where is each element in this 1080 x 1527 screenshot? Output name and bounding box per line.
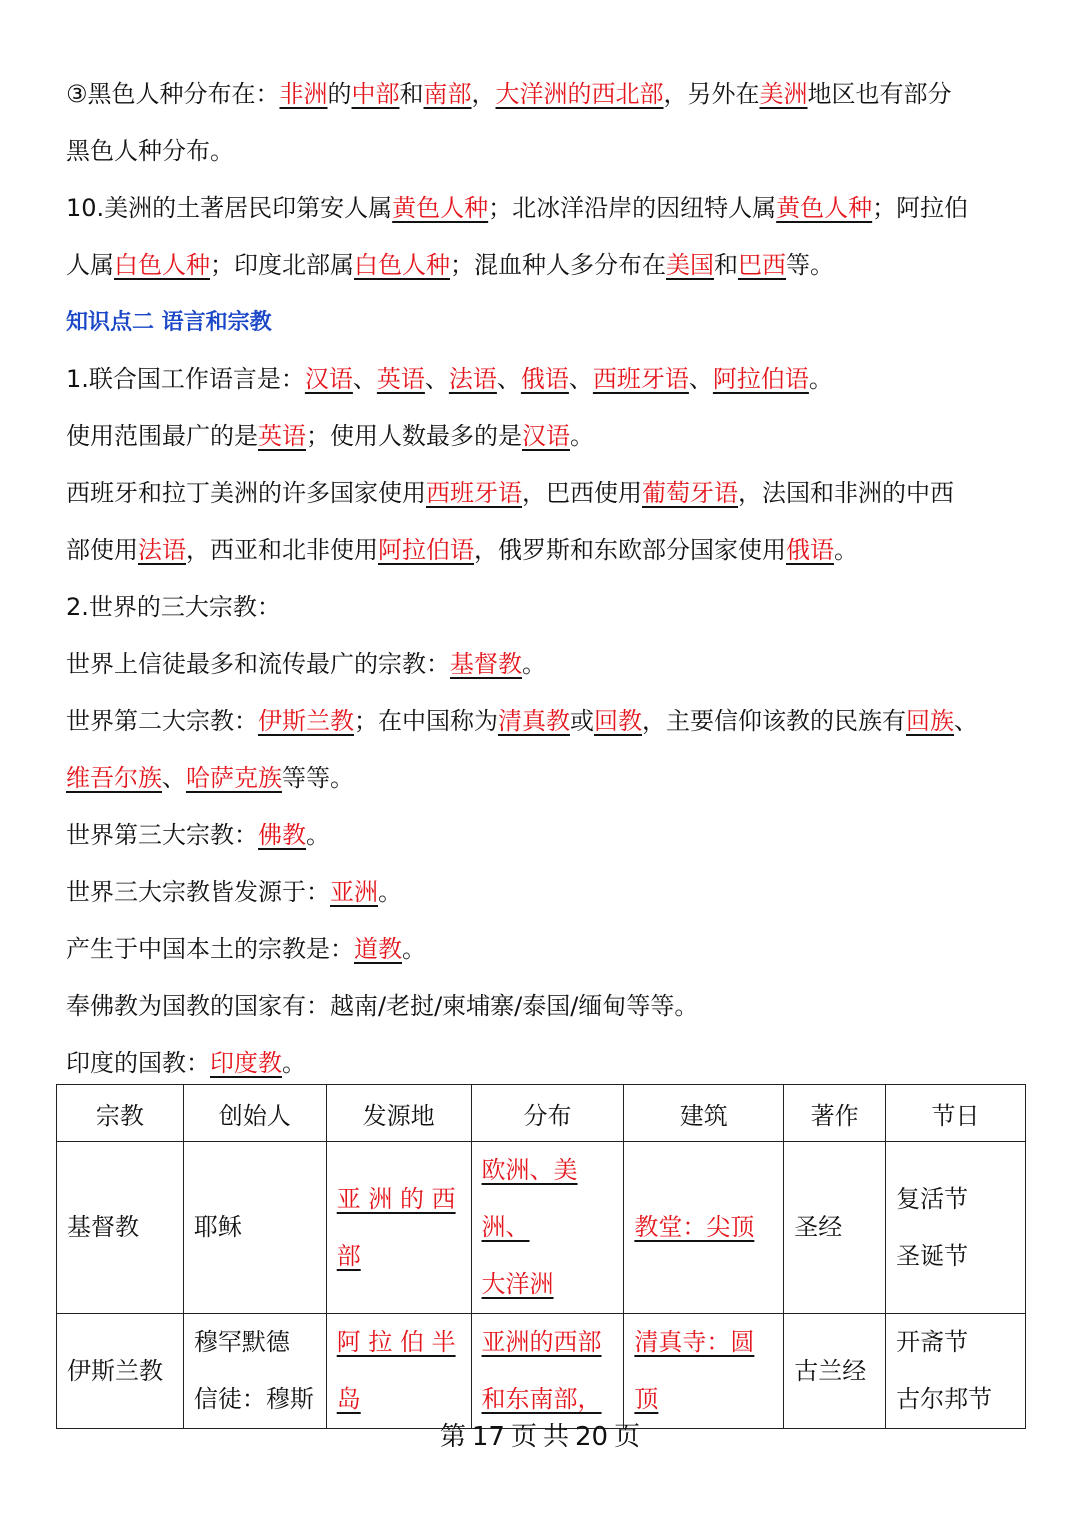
answer: 中部 — [351, 80, 400, 108]
answer: 哈萨克族 — [186, 764, 282, 792]
founder: 穆罕默德 — [193, 1328, 290, 1356]
text: 等。 — [786, 251, 834, 279]
islam-line-2 — [66, 750, 1026, 807]
followers: 信徒：穆斯 — [193, 1385, 314, 1413]
text: 产生于中国本土的宗教是： — [66, 935, 354, 963]
answer: 清真寺：圆 — [634, 1328, 755, 1356]
text: ；混血种人多分布在 — [450, 251, 666, 279]
answer: 阿拉伯语 — [378, 536, 474, 564]
text: 。 — [570, 422, 594, 450]
un-languages-line — [66, 351, 1026, 408]
answer: 岛 — [336, 1385, 361, 1413]
text: 。 — [808, 365, 833, 393]
answer: 葡萄牙语 — [642, 479, 738, 507]
answer: 伊斯兰教 — [258, 707, 354, 735]
answer: 俄语 — [786, 536, 834, 564]
answer: 美国 — [666, 251, 714, 279]
text: 人属 — [66, 251, 114, 279]
text: 。 — [378, 878, 402, 906]
origin-cell — [326, 1142, 471, 1314]
text: ，西亚和北非使用 — [186, 536, 378, 564]
table-row — [57, 1314, 1026, 1429]
taoism-line — [66, 921, 1026, 978]
answer: 阿 拉 伯 半 — [336, 1328, 456, 1356]
black-race-line-2 — [66, 123, 1026, 180]
answer: 白色人种 — [354, 251, 450, 279]
text: 。 — [834, 536, 858, 564]
text: 、 — [954, 707, 978, 735]
footer-text: 页 — [510, 1422, 537, 1452]
text: 和 — [714, 251, 738, 279]
answer: 黄色人种 — [392, 194, 489, 222]
page-footer — [0, 1416, 1080, 1453]
text: ，主要信仰该教的民族有 — [642, 707, 906, 735]
header-origin: 发源地 — [326, 1085, 471, 1142]
footer-text: 共 — [543, 1422, 570, 1452]
answer: 佛教 — [258, 821, 306, 849]
answer: 回族 — [906, 707, 954, 735]
text: 、 — [162, 764, 186, 792]
text: 。 — [522, 650, 546, 678]
answer: 维吾尔族 — [66, 764, 162, 792]
text: ；印度北部属 — [210, 251, 354, 279]
text: 、 — [496, 365, 521, 393]
answer: 基督教 — [450, 650, 522, 678]
section-heading: 知识点二 语言和宗教 — [66, 310, 272, 335]
text: 西班牙和拉丁美洲的许多国家使用 — [66, 479, 426, 507]
answer: 亚洲的西部 — [481, 1328, 602, 1356]
black-race-line-1 — [66, 66, 1026, 123]
footer-text: 第 — [439, 1422, 466, 1452]
festival: 古尔邦节 — [896, 1385, 993, 1413]
text: 、 — [352, 365, 377, 393]
answer: 亚洲 — [330, 878, 378, 906]
text: 使用范围最广的是 — [66, 422, 258, 450]
text: 世界第三大宗教： — [66, 821, 258, 849]
text: 世界上信徒最多和流传最广的宗教： — [66, 650, 450, 678]
answer: 道教 — [354, 935, 402, 963]
festival: 开斋节 — [896, 1328, 969, 1356]
table-row — [57, 1142, 1026, 1314]
origin-line — [66, 864, 1026, 921]
text: ；使用人数最多的是 — [306, 422, 522, 450]
answer: 顶 — [634, 1385, 659, 1413]
language-usage-line — [66, 408, 1026, 465]
answer: 白色人种 — [114, 251, 210, 279]
festival-cell — [886, 1142, 1026, 1314]
answer: 欧洲、美洲、 — [481, 1156, 578, 1241]
religions-title: 2.世界的三大宗教： — [66, 593, 281, 621]
total-page-number: 20 — [575, 1422, 609, 1452]
answer: 阿拉伯语 — [712, 365, 809, 393]
answer: 美洲 — [759, 80, 808, 108]
text: 1.联合国工作语言是： — [66, 365, 305, 393]
buddhist-countries-line: 奉佛教为国教的国家有：越南/老挝/柬埔寨/泰国/缅甸等等。 — [66, 992, 699, 1020]
text: ；阿拉伯 — [872, 194, 969, 222]
answer: 汉语 — [522, 422, 570, 450]
page-content — [66, 66, 1026, 1092]
answer: 和东南部， — [481, 1385, 602, 1413]
text: 、 — [688, 365, 713, 393]
header-founder: 创始人 — [183, 1085, 326, 1142]
text: 或 — [570, 707, 594, 735]
text: 印度的国教： — [66, 1049, 210, 1077]
race-belonging-line-1 — [66, 180, 1026, 237]
answer: 非洲 — [279, 80, 328, 108]
text: ；在中国称为 — [354, 707, 498, 735]
text: 部使用 — [66, 536, 138, 564]
header-scripture: 著作 — [784, 1085, 886, 1142]
header-distribution: 分布 — [471, 1085, 624, 1142]
text: 、 — [424, 365, 449, 393]
text: 地区也有部分 — [807, 80, 952, 108]
answer: 英语 — [258, 422, 306, 450]
footer-text: 页 — [614, 1422, 641, 1452]
answer: 印度教 — [210, 1049, 282, 1077]
answer: 亚 洲 的 西 — [336, 1184, 456, 1213]
answer: 部 — [336, 1241, 361, 1270]
founder: 耶稣 — [193, 1213, 242, 1241]
answer: 回教 — [594, 707, 642, 735]
answer: 巴西 — [738, 251, 786, 279]
text: ，另外在 — [663, 80, 760, 108]
header-religion: 宗教 — [57, 1085, 184, 1142]
text: 、 — [568, 365, 593, 393]
header-festival: 节日 — [886, 1085, 1026, 1142]
religion-name: 基督教 — [57, 1142, 184, 1314]
header-building: 建筑 — [624, 1085, 784, 1142]
christianity-line — [66, 636, 1026, 693]
scripture-cell: 圣经 — [784, 1142, 886, 1314]
festival: 复活节 — [896, 1184, 969, 1213]
text: 的 — [327, 80, 352, 108]
text: ；北冰洋沿岸的因纽特人属 — [488, 194, 777, 222]
festival: 圣诞节 — [896, 1241, 969, 1270]
text: 世界第二大宗教： — [66, 707, 258, 735]
distribution-cell — [471, 1142, 624, 1314]
table-header-row — [57, 1085, 1026, 1142]
founder-cell — [183, 1142, 326, 1314]
origin-cell — [326, 1314, 471, 1429]
festival-cell — [886, 1314, 1026, 1429]
building-cell — [624, 1314, 784, 1429]
islam-line-1 — [66, 693, 1026, 750]
answer: 俄语 — [520, 365, 569, 393]
religion-name: 伊斯兰教 — [57, 1314, 184, 1429]
founder-cell — [183, 1314, 326, 1429]
answer: 清真教 — [498, 707, 570, 735]
answer: 大洋洲的西北部 — [495, 80, 664, 108]
distribution-cell — [471, 1314, 624, 1429]
religion-table — [56, 1084, 1026, 1429]
answer: 法语 — [138, 536, 186, 564]
text: 黑色人种分布。 — [66, 137, 234, 165]
answer: 汉语 — [304, 365, 353, 393]
language-regions-line-1 — [66, 465, 1026, 522]
answer: 西班牙语 — [592, 365, 689, 393]
text: 世界三大宗教皆发源于： — [66, 878, 330, 906]
answer: 黄色人种 — [776, 194, 873, 222]
text: 。 — [282, 1049, 306, 1077]
text: ，法国和非洲的中西 — [738, 479, 954, 507]
text: 10.美洲的土著居民印第安人属 — [66, 194, 393, 222]
answer: 英语 — [376, 365, 425, 393]
text: ③黑色人种分布在： — [66, 80, 280, 108]
text: ， — [471, 80, 496, 108]
answer: 法语 — [448, 365, 497, 393]
race-belonging-line-2 — [66, 237, 1026, 294]
text: 。 — [306, 821, 330, 849]
text: 。 — [402, 935, 426, 963]
buddhism-line — [66, 807, 1026, 864]
text: 和 — [399, 80, 424, 108]
current-page-number: 17 — [471, 1422, 505, 1452]
answer: 教堂：尖顶 — [634, 1213, 755, 1241]
answer: 西班牙语 — [426, 479, 522, 507]
text: ，俄罗斯和东欧部分国家使用 — [474, 536, 786, 564]
text: 等等。 — [282, 764, 354, 792]
answer: 南部 — [423, 80, 472, 108]
scripture-cell: 古兰经 — [784, 1314, 886, 1429]
language-regions-line-2 — [66, 522, 1026, 579]
text: ，巴西使用 — [522, 479, 642, 507]
building-cell — [624, 1142, 784, 1314]
answer: 大洋洲 — [481, 1270, 554, 1298]
